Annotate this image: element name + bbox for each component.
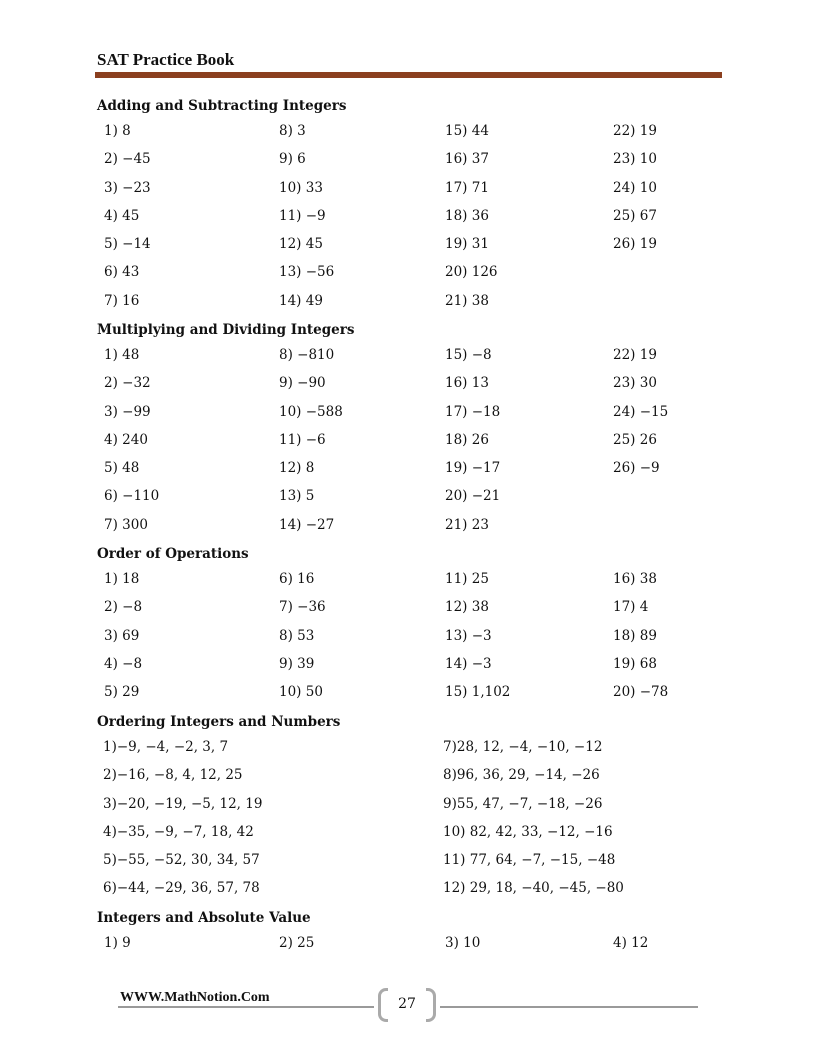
answer-item: 2)−16, −8, 4, 12, 25 xyxy=(103,767,243,784)
answer-item: 6) 43 xyxy=(104,264,140,281)
answer-item: 18) 26 xyxy=(445,431,489,448)
answer-item: 4) 45 xyxy=(104,207,140,224)
answer-item: 19) −17 xyxy=(445,460,501,477)
answer-item: 4) −8 xyxy=(104,655,143,672)
page-bracket-left xyxy=(378,988,388,1022)
answer-item: 9) −90 xyxy=(279,375,326,392)
section-adding-subtracting xyxy=(97,95,697,315)
answer-item: 4) 12 xyxy=(613,935,649,951)
header-rule xyxy=(95,72,722,78)
answer-item: 5) 48 xyxy=(104,460,140,477)
footer-rule-right xyxy=(440,1006,698,1008)
answer-item: 11) −9 xyxy=(279,207,326,224)
section-absolute-value xyxy=(97,907,697,957)
answer-item: 21) 38 xyxy=(445,292,489,309)
page-bracket-right xyxy=(426,988,436,1022)
page-number: 27 xyxy=(398,996,416,1012)
section-ordering-integers xyxy=(97,711,697,903)
answer-item: 26) 19 xyxy=(613,236,657,253)
answer-item: 18) 36 xyxy=(445,207,489,224)
answer-item: 2) −45 xyxy=(104,151,151,168)
header-title: SAT Practice Book xyxy=(97,50,235,69)
answer-item: 8) 3 xyxy=(279,123,306,139)
answer-item: 7)28, 12, −4, −10, −12 xyxy=(443,739,603,755)
answer-item: 11) −6 xyxy=(279,431,326,448)
answer-item: 12) 8 xyxy=(279,460,315,477)
answer-grid xyxy=(97,117,697,315)
section-title: Adding and Subtracting Integers xyxy=(97,98,347,114)
answer-item: 16) 13 xyxy=(445,375,489,392)
answer-item: 9)55, 47, −7, −18, −26 xyxy=(443,795,603,812)
answer-item: 12) 29, 18, −40, −45, −80 xyxy=(443,880,624,897)
answer-item: 10) −588 xyxy=(279,403,343,420)
answer-item xyxy=(606,287,697,315)
answer-item: 6) −110 xyxy=(104,488,160,505)
answer-item: 21) 23 xyxy=(445,516,489,533)
footer-url: WWW.MathNotion.Com xyxy=(120,990,270,1005)
answer-item: 13) −3 xyxy=(445,627,492,644)
answer-item: 23) 30 xyxy=(613,375,657,392)
answer-item: 18) 89 xyxy=(613,627,657,644)
answer-item: 22) 19 xyxy=(613,123,657,139)
answer-item: 1) 9 xyxy=(104,935,131,951)
answer-item: 10) 82, 42, 33, −12, −16 xyxy=(443,823,613,840)
answer-item: 7) −36 xyxy=(279,599,326,616)
answer-item: 16) 37 xyxy=(445,151,489,168)
answer-item: 14) −3 xyxy=(445,655,492,672)
answer-item: 3) −99 xyxy=(104,403,151,420)
answer-item: 3) −23 xyxy=(104,179,151,196)
answer-item: 22) 19 xyxy=(613,347,657,363)
answer-item: 15) 1,102 xyxy=(445,684,511,701)
answer-item: 17) 71 xyxy=(445,179,489,196)
answer-item: 5)−55, −52, 30, 34, 57 xyxy=(103,852,260,869)
section-title: Multiplying and Dividing Integers xyxy=(97,322,355,338)
answer-item: 4)−35, −9, −7, 18, 42 xyxy=(103,823,254,840)
answer-item: 12) 45 xyxy=(279,236,323,253)
answer-item: 2) −8 xyxy=(104,599,143,616)
section-multiplying-dividing xyxy=(97,319,697,539)
answer-item: 24) 10 xyxy=(613,179,657,196)
answer-item xyxy=(606,258,697,286)
answer-item: 11) 25 xyxy=(445,571,489,587)
answer-item: 23) 10 xyxy=(613,151,657,168)
answer-grid xyxy=(97,733,697,903)
answer-grid xyxy=(97,565,697,706)
answer-item: 10) 33 xyxy=(279,179,323,196)
answer-item: 20) −78 xyxy=(613,684,669,701)
answer-item xyxy=(606,482,697,510)
answer-item: 1) 8 xyxy=(104,123,131,139)
answer-item: 3) 10 xyxy=(445,935,481,951)
answer-item: 3) 69 xyxy=(104,627,140,644)
answer-item: 19) 31 xyxy=(445,236,489,253)
answer-item: 25) 67 xyxy=(613,207,657,224)
answer-item: 1) 18 xyxy=(104,571,140,587)
section-title: Integers and Absolute Value xyxy=(97,910,311,926)
answer-item: 19) 68 xyxy=(613,655,657,672)
answer-item: 7) 300 xyxy=(104,516,148,533)
answer-grid xyxy=(97,341,697,539)
answer-item: 5) 29 xyxy=(104,684,140,701)
footer-rule-left xyxy=(118,1006,374,1008)
answer-item: 7) 16 xyxy=(104,292,140,309)
answer-item xyxy=(606,511,697,539)
answer-item: 13) 5 xyxy=(279,488,315,505)
answer-item: 8) −810 xyxy=(279,347,335,363)
answer-item: 1)−9, −4, −2, 3, 7 xyxy=(103,739,229,755)
answer-item: 2) 25 xyxy=(279,935,315,951)
section-title: Order of Operations xyxy=(97,546,249,562)
answer-item: 12) 38 xyxy=(445,599,489,616)
answer-item: 5) −14 xyxy=(104,236,151,253)
answer-item: 9) 39 xyxy=(279,655,315,672)
answer-item: 11) 77, 64, −7, −15, −48 xyxy=(443,852,616,869)
answer-item: 6) 16 xyxy=(279,571,315,587)
answer-item: 24) −15 xyxy=(613,403,669,420)
answer-item: 14) −27 xyxy=(279,516,335,533)
answer-item: 15) 44 xyxy=(445,123,489,139)
answer-item: 8) 53 xyxy=(279,627,315,644)
answer-item: 4) 240 xyxy=(104,431,148,448)
answer-item: 13) −56 xyxy=(279,264,335,281)
answer-item: 3)−20, −19, −5, 12, 19 xyxy=(103,795,263,812)
answer-item: 17) −18 xyxy=(445,403,501,420)
answer-item: 26) −9 xyxy=(613,460,660,477)
answer-item: 15) −8 xyxy=(445,347,492,363)
answer-item: 20) 126 xyxy=(445,264,498,281)
answer-item: 1) 48 xyxy=(104,347,140,363)
answer-item: 2) −32 xyxy=(104,375,151,392)
answer-item: 6)−44, −29, 36, 57, 78 xyxy=(103,880,260,897)
answer-item: 10) 50 xyxy=(279,684,323,701)
section-title: Ordering Integers and Numbers xyxy=(97,714,341,730)
answer-item: 17) 4 xyxy=(613,599,649,616)
answer-item: 14) 49 xyxy=(279,292,323,309)
answer-item: 9) 6 xyxy=(279,151,306,168)
answer-item: 8)96, 36, 29, −14, −26 xyxy=(443,767,600,784)
answer-item: 16) 38 xyxy=(613,571,657,587)
answer-grid xyxy=(97,929,697,957)
answer-item: 25) 26 xyxy=(613,431,657,448)
answer-item: 20) −21 xyxy=(445,488,501,505)
section-order-of-operations xyxy=(97,543,697,706)
